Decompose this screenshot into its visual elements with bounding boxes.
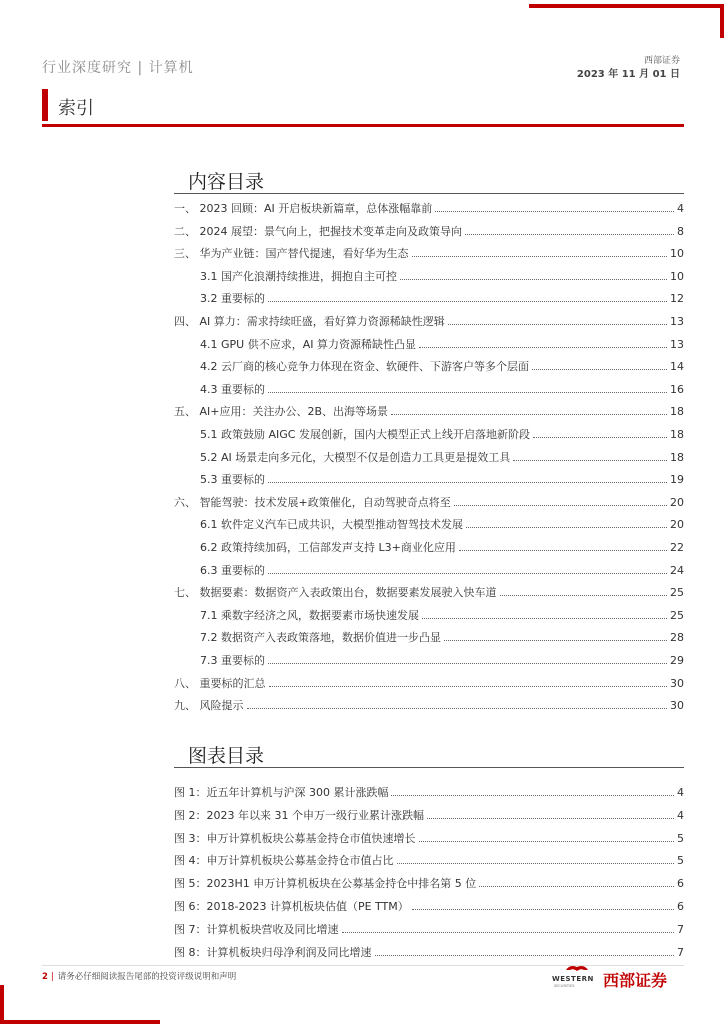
toc-entry[interactable] bbox=[174, 697, 684, 713]
dot-leader bbox=[391, 406, 667, 415]
toc-entry[interactable] bbox=[174, 200, 684, 216]
toc-entry-label: 7.1 乘数字经济之风，数据要素市场快速发展 bbox=[200, 608, 419, 622]
corner-mark-top bbox=[529, 4, 724, 8]
toc-entry-label: 七、 数据要素：数据资产入表政策出台，数据要素发展驶入快车道 bbox=[174, 586, 497, 600]
toc-entry-label: 6.1 软件定义汽车已成共识，大模型推动智驾技术发展 bbox=[200, 518, 463, 532]
toc-entry[interactable] bbox=[200, 336, 684, 352]
figure-entry[interactable] bbox=[174, 852, 684, 868]
toc-entry-page: 13 bbox=[670, 315, 684, 328]
toc-entry-label: 7.3 重要标的 bbox=[200, 654, 265, 667]
corner-mark-bottom bbox=[0, 1020, 160, 1024]
dot-leader bbox=[444, 632, 667, 641]
figure-entry-page: 7 bbox=[677, 945, 684, 959]
dot-leader bbox=[400, 271, 667, 280]
figure-entry[interactable] bbox=[174, 830, 684, 846]
figure-list-title: 图表目录 bbox=[188, 745, 265, 767]
toc-entry[interactable] bbox=[174, 584, 684, 600]
toc-entry-label: 5.1 政策鼓励 AIGC 发展创新，国内大模型正式上线开启落地新阶段 bbox=[200, 428, 530, 441]
figure-entry-label: 图 2：2023 年以来 31 个申万一级行业累计涨跌幅 bbox=[174, 808, 424, 822]
toc-entry[interactable] bbox=[200, 539, 684, 555]
dot-leader bbox=[435, 203, 674, 212]
figure-entry[interactable] bbox=[174, 875, 684, 891]
toc-entry-page: 20 bbox=[670, 495, 684, 509]
toc-entry-page: 28 bbox=[670, 631, 684, 645]
toc-entry-label: 3.1 国产化浪潮持续推进，拥抱自主可控 bbox=[200, 269, 397, 283]
toc-entry-label: 六、 智能驾驶：技术发展+政策催化，自动驾驶奇点将至 bbox=[174, 495, 451, 509]
index-accent-bar bbox=[42, 89, 48, 121]
toc-entry-label: 3.2 重要标的 bbox=[200, 292, 265, 306]
toc-entry-page: 30 bbox=[670, 676, 684, 690]
logo-subtitle: SECURITIES bbox=[554, 984, 575, 988]
toc-entry-page: 18 bbox=[670, 428, 684, 441]
toc-entry-label: 5.3 重要标的 bbox=[200, 473, 265, 487]
toc-entry[interactable] bbox=[174, 675, 684, 691]
toc-entry[interactable] bbox=[174, 403, 684, 419]
report-category: 行业深度研究 | 计算机 bbox=[42, 60, 194, 76]
toc-entry-page: 29 bbox=[670, 654, 684, 667]
toc-title-divider bbox=[174, 193, 684, 194]
toc-entry-page: 18 bbox=[670, 405, 684, 419]
corner-mark-top-side bbox=[720, 4, 724, 38]
toc-entry-page: 24 bbox=[670, 563, 684, 577]
dot-leader bbox=[466, 519, 667, 528]
toc-entry-page: 12 bbox=[670, 292, 684, 306]
figure-entry-page: 5 bbox=[677, 831, 684, 845]
figure-entry-label: 图 8：计算机板块归母净利润及同比增速 bbox=[174, 945, 372, 959]
figure-entry[interactable] bbox=[174, 784, 684, 800]
dot-leader bbox=[454, 497, 667, 506]
figure-list-divider bbox=[174, 767, 684, 768]
toc-entry-label: 6.3 重要标的 bbox=[200, 563, 265, 577]
toc-entry-page: 22 bbox=[670, 541, 684, 554]
dot-leader bbox=[532, 361, 667, 370]
toc-entry-page: 30 bbox=[670, 699, 684, 713]
toc-entry-label: 五、 AI+应用：关注办公、2B、出海等场景 bbox=[174, 405, 389, 419]
dot-leader bbox=[533, 429, 667, 438]
dot-leader bbox=[479, 878, 674, 887]
dot-leader bbox=[419, 339, 667, 348]
figure-entry-label: 图 7：计算机板块营收及同比增速 bbox=[174, 922, 339, 936]
toc-entry[interactable] bbox=[200, 629, 684, 645]
dot-leader bbox=[448, 316, 667, 325]
figure-entry-page: 4 bbox=[677, 786, 684, 799]
figure-entry-label: 图 5：2023H1 申万计算机板块在公募基金持仓中排名第 5 位 bbox=[174, 877, 477, 891]
toc-entry-page: 13 bbox=[670, 337, 684, 351]
figure-entry-label: 图 4：申万计算机板块公募基金持仓市值占比 bbox=[174, 854, 394, 868]
toc-entry-label: 九、 风险提示 bbox=[174, 699, 244, 713]
footer-disclaimer: 2 | 请务必仔细阅读报告尾部的投资评级说明和声明 bbox=[42, 972, 237, 982]
dot-leader bbox=[419, 833, 675, 842]
toc-entry-page: 19 bbox=[670, 473, 684, 487]
disclaimer-text: 请务必仔细阅读报告尾部的投资评级说明和声明 bbox=[57, 972, 237, 982]
figure-entry-page: 4 bbox=[677, 808, 684, 822]
company-logo bbox=[552, 964, 684, 990]
toc-entry[interactable] bbox=[200, 358, 684, 374]
toc-entry-page: 10 bbox=[670, 269, 684, 283]
figure-entry-label: 图 6：2018-2023 计算机板块估值（PE TTM） bbox=[174, 900, 409, 913]
dot-leader bbox=[342, 924, 675, 933]
toc-entry-page: 20 bbox=[670, 518, 684, 532]
toc-entry[interactable] bbox=[200, 471, 684, 487]
toc-entry-label: 四、 AI 算力：需求持续旺盛，看好算力资源稀缺性逻辑 bbox=[174, 315, 445, 328]
figure-entry[interactable] bbox=[174, 807, 684, 823]
toc-entry-page: 25 bbox=[670, 586, 684, 600]
figure-entry-page: 6 bbox=[677, 900, 684, 913]
toc-entry-page: 4 bbox=[677, 202, 684, 215]
toc-entry[interactable] bbox=[174, 245, 684, 261]
dot-leader bbox=[412, 248, 668, 257]
toc-entry[interactable] bbox=[174, 494, 684, 510]
figure-entry[interactable] bbox=[174, 921, 684, 937]
toc-entry[interactable] bbox=[200, 652, 684, 668]
toc-entry[interactable] bbox=[200, 290, 684, 306]
corner-mark-bottom-side bbox=[0, 985, 4, 1024]
toc-entry-label: 4.1 GPU 供不应求，AI 算力资源稀缺性凸显 bbox=[200, 337, 416, 351]
index-title: 索引 bbox=[58, 98, 94, 119]
toc-entry-label: 4.3 重要标的 bbox=[200, 382, 265, 396]
toc-entry-label: 5.2 AI 场景走向多元化，大模型不仅是创造力工具更是提效工具 bbox=[200, 450, 511, 464]
toc-entry[interactable] bbox=[200, 426, 684, 442]
dot-leader bbox=[269, 678, 668, 687]
dot-leader bbox=[268, 565, 667, 574]
index-divider bbox=[42, 124, 684, 127]
dot-leader bbox=[500, 587, 668, 596]
figure-entry-page: 6 bbox=[677, 877, 684, 891]
dot-leader bbox=[247, 700, 668, 709]
toc-entry[interactable] bbox=[200, 607, 684, 623]
dot-leader bbox=[459, 542, 667, 551]
toc-entry[interactable] bbox=[200, 562, 684, 578]
toc-entry-label: 二、 2024 展望：景气向上，把握技术变革走向及政策导向 bbox=[174, 224, 462, 238]
toc-entry-label: 6.2 政策持续加码，工信部发声支持 L3+商业化应用 bbox=[200, 541, 456, 554]
toc-entry-page: 10 bbox=[670, 247, 684, 261]
toc-entry-label: 八、 重要标的汇总 bbox=[174, 676, 266, 690]
figure-entry-page: 7 bbox=[677, 922, 684, 936]
figure-entry-label: 图 3：申万计算机板块公募基金持仓市值快速增长 bbox=[174, 831, 416, 845]
page-number: 2 bbox=[42, 972, 48, 982]
toc-title: 内容目录 bbox=[188, 171, 265, 193]
figure-entry-label: 图 1：近五年计算机与沪深 300 累计涨跌幅 bbox=[174, 786, 389, 799]
dot-leader bbox=[427, 810, 674, 819]
dot-leader bbox=[391, 787, 674, 796]
logo-chinese: 西部证券 bbox=[603, 971, 668, 990]
toc-entry[interactable] bbox=[200, 516, 684, 532]
dot-leader bbox=[375, 947, 675, 956]
toc-entry-page: 8 bbox=[677, 224, 684, 238]
toc-entry-page: 25 bbox=[670, 608, 684, 622]
toc-entry-label: 三、 华为产业链：国产替代提速，看好华为生态 bbox=[174, 247, 409, 261]
toc-entry-label: 4.2 云厂商的核心竞争力体现在资金、软硬件、下游客户等多个层面 bbox=[200, 360, 529, 374]
dot-leader bbox=[422, 610, 667, 619]
figure-entry-page: 5 bbox=[677, 854, 684, 868]
toc-entry-page: 18 bbox=[670, 450, 684, 464]
toc-entry[interactable] bbox=[200, 449, 684, 465]
toc-entry-label: 一、 2023 回顾：AI 开启板块新篇章，总体涨幅靠前 bbox=[174, 202, 433, 215]
dot-leader bbox=[412, 901, 674, 910]
toc-entry-label: 7.2 数据资产入表政策落地，数据价值进一步凸显 bbox=[200, 631, 441, 645]
report-date: 2023 年 11 月 01 日 bbox=[576, 69, 680, 80]
figure-entry[interactable] bbox=[174, 898, 684, 914]
toc-entry[interactable] bbox=[200, 268, 684, 284]
figure-entry[interactable] bbox=[174, 944, 684, 960]
dot-leader bbox=[268, 293, 667, 302]
dot-leader bbox=[397, 855, 675, 864]
toc-entry-page: 16 bbox=[670, 382, 684, 396]
toc-entry[interactable] bbox=[174, 223, 684, 239]
dot-leader bbox=[465, 226, 674, 235]
dot-leader bbox=[268, 474, 667, 483]
logo-english: WESTERN bbox=[552, 975, 594, 983]
dot-leader bbox=[268, 384, 667, 393]
header-brand: 西部证券 bbox=[643, 56, 680, 66]
toc-entry[interactable] bbox=[200, 381, 684, 397]
toc-entry[interactable] bbox=[174, 313, 684, 329]
dot-leader bbox=[268, 655, 667, 664]
toc-entry-page: 14 bbox=[670, 360, 684, 374]
dot-leader bbox=[513, 452, 667, 461]
